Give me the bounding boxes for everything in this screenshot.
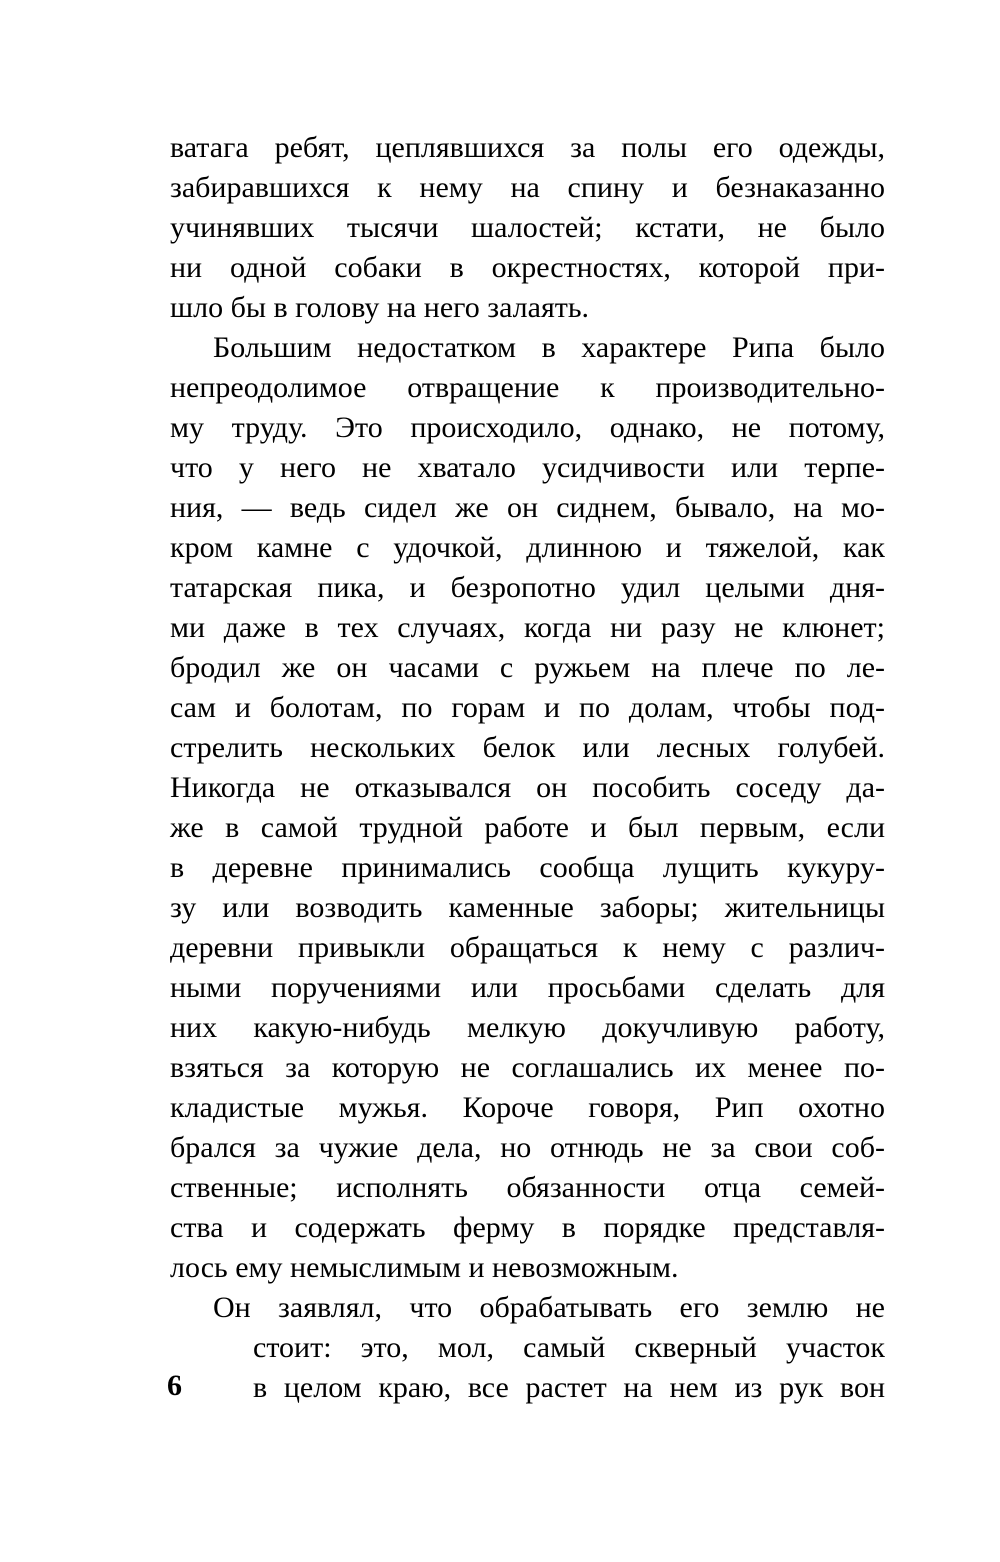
text-line: деревни привыкли обращаться к нему с различ-: [170, 931, 885, 964]
book-page-text: [170, 128, 885, 1408]
text-line: в целом краю, все растет на нем из рук вон: [253, 1371, 885, 1404]
text-line: ни одной собаки в окрестностях, которой при-: [170, 251, 885, 284]
text-line: забиравшихся к нему на спину и безнаказанно: [170, 171, 885, 204]
text-line: же в самой трудной работе и был первым, если: [170, 811, 885, 844]
text-line: непреодолимое отвращение к производительно-: [170, 371, 885, 404]
text-line: ственные; исполнять обязанности отца семей-: [170, 1171, 885, 1204]
text-line: кром камне с удочкой, длинною и тяжелой, как: [170, 531, 885, 564]
text-line: них какую-нибудь мелкую докучливую работу,: [170, 1011, 885, 1044]
text-line: ми даже в тех случаях, когда ни разу не клюнет;: [170, 611, 885, 644]
text-line: сам и болотам, по горам и по долам, чтобы под-: [170, 691, 885, 724]
page-number: 6: [167, 1369, 182, 1402]
text-line: му труду. Это происходило, однако, не потому,: [170, 411, 885, 444]
text-line: Большим недостатком в характере Рипа было: [213, 331, 885, 364]
text-line: ния, — ведь сидел же он сиднем, бывало, на мо-: [170, 491, 885, 524]
text-line: стрелить нескольких белок или лесных голубей.: [170, 731, 885, 764]
text-line: ватага ребят, цеплявшихся за полы его одежды,: [170, 131, 885, 164]
text-line: лось ему немыслимым и невозможным.: [170, 1251, 679, 1284]
text-line: взяться за которую не соглашались их менее по-: [170, 1051, 885, 1084]
text-line: Он заявлял, что обрабатывать его землю не: [213, 1291, 885, 1324]
text-line: Никогда не отказывался он пособить соседу да-: [170, 771, 885, 804]
text-line: учинявших тысячи шалостей; кстати, не было: [170, 211, 885, 244]
text-line: ными поручениями или просьбами сделать для: [170, 971, 885, 1004]
text-line: в деревне принимались сообща лущить кукуру-: [170, 851, 885, 884]
text-line: татарская пика, и безропотно удил целыми дня-: [170, 571, 885, 604]
text-line: что у него не хватало усидчивости или терпе-: [170, 451, 885, 484]
text-line: шло бы в голову на него залаять.: [170, 291, 590, 324]
text-line: брался за чужие дела, но отнюдь не за свои соб-: [170, 1131, 885, 1164]
text-line: ства и содержать ферму в порядке представля-: [170, 1211, 885, 1244]
text-line: зу или возводить каменные заборы; жительницы: [170, 891, 885, 924]
text-line: бродил же он часами с ружьем на плече по ле-: [170, 651, 885, 684]
text-line: кладистые мужья. Короче говоря, Рип охотно: [170, 1091, 885, 1124]
text-line: стоит: это, мол, самый скверный участок: [253, 1331, 885, 1364]
